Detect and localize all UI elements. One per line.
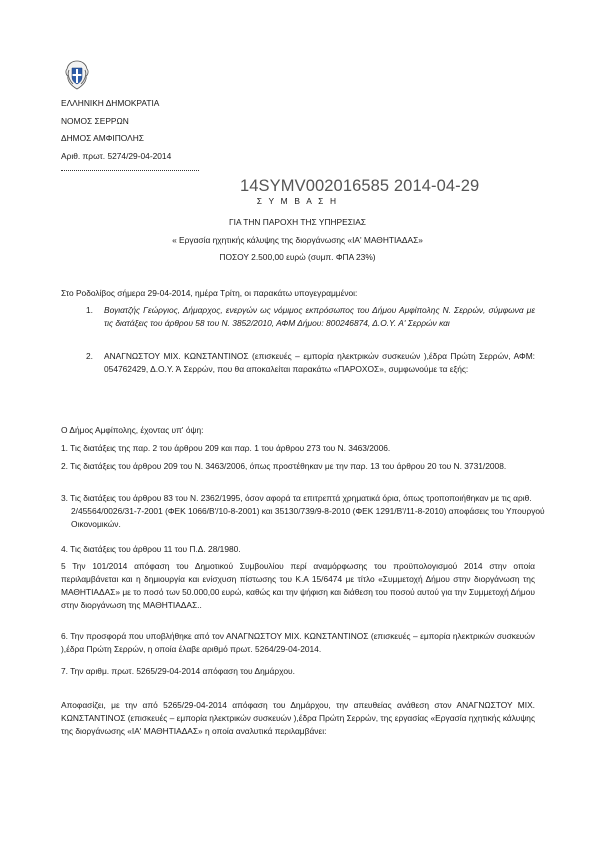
list-item: 4. Τις διατάξεις του άρθρου 11 του Π.Δ. 28/1980.	[61, 544, 241, 554]
header-prefecture: ΝΟΜΟΣ ΣΕΡΡΩΝ	[61, 116, 129, 126]
title-line-2: « Εργασία ηχητικής κάλυψης της διοργάνωσης «ΙΑ' ΜΑΘΗΤΙΑΔΑΣ»	[172, 235, 423, 245]
greek-emblem-icon	[64, 60, 90, 90]
list-item: 2. Τις διατάξεις του άρθρου 209 του Ν. 3463/2006, όπως προστέθηκαν με την παρ. 13 του άρθρου 20 του Ν. 3731/2008.	[61, 461, 507, 471]
list-item: 5 Την 101/2014 απόφαση του Δημοτικού Συμβουλίου περί αναμόρφωσης του προϋπολογισμού 2014 στην οποία περιλαμβάνεται και η δημιουργία και ενίσχυση πίστωσης του Κ.Α 15/6474 με τίτλο «Συμμετοχή Δήμου στην διοργάνωση της ΜΑΘΗΤΙΑΔΑΣ» με το ποσό των 50.000,00 ευρώ, καθώς και την ψήφιση και διάθεση του ποσού αυτού για την Συμμετοχή Δήμου στην διοργάνωση της ΜΑΘΗΤΙΑΔΑΣ..	[61, 561, 535, 610]
list-item: 6. Την προσφορά που υποβλήθηκε από τον ΑΝΑΓΝΩΣΤΟΥ ΜΙΧ. ΚΩΝΣΤΑΝΤΙΝΟΣ (επισκευές – εμπορία ηλεκτρικών συσκευών ),έδρα Πρώτη Σερρών, η οποία έλαβε αριθμό πρωτ. 5264/29-04-2014.	[61, 631, 535, 654]
party-2-text: ΑΝΑΓΝΩΣΤΟΥ ΜΙΧ. ΚΩΝΣΤΑΝΤΙΝΟΣ (επισκευές – εμπορία ηλεκτρικών συσκευών ),έδρα Πρώτη Σερρών, ΑΦΜ: 054762429, Δ.Ο.Υ. Ά Σερρών, που θα αποκαλείται παρακάτω «ΠΑΡΟΧΟΣ», συμφωνούμε τα εξής:	[104, 351, 535, 374]
title-line-3: ΠΟΣΟΥ 2.500,00 ευρώ (συμπ. ΦΠΑ 23%)	[219, 252, 376, 262]
list-item: 3. Τις διατάξεις του άρθρου 83 του Ν. 2362/1995, όσον αφορά τα επιτρεπτά χρηματικά όρια, όπως τροποποιήθηκαν με τις αριθ. 2/45564/0026/31-7-2001 (ΦΕΚ 1066/Β'/10-8-2001) και 35130/739/9-8-2010 (ΦΕΚ 1291/Β'/11-8-2010) αποφάσεις του Υπουργού Οικονομικών.	[61, 493, 545, 529]
list-item: 7. Την αριθμ. πρωτ. 5265/29-04-2014 απόφαση του Δημάρχου.	[61, 666, 295, 676]
intro-paragraph: Στο Ροδολίβος σήμερα 29-04-2014, ημέρα Τρίτη, οι παρακάτω υπογεγραμμένοι:	[61, 288, 358, 298]
title-line-1: ΓΙΑ ΤΗΝ ΠΑΡΟΧΗ ΤΗΣ ΥΠΗΡΕΣΙΑΣ	[229, 217, 366, 227]
header-country: ΕΛΛΗΝΙΚΗ ΔΗΜΟΚΡΑΤΙΑ	[61, 98, 160, 108]
title-contract: Σ Υ Μ Β Α Σ Η	[256, 196, 339, 206]
dotted-divider	[61, 170, 199, 171]
header-protocol-number: Αριθ. πρωτ. 5274/29-04-2014	[61, 151, 172, 161]
party-1-text: Βογιατζής Γεώργιος, Δήμαρχος, ενεργών ως νόμιμος εκπρόσωπος του Δήμου Αμφίπολης Ν. Σερρών, σύμφωνα με τις διατάξεις του άρθρου 58 του Ν. 3852/2010, ΑΦΜ Δήμου: 800246874, Δ.Ο.Υ. Α' Σερρών και	[104, 305, 535, 328]
header-municipality: ΔΗΜΟΣ ΑΜΦΙΠΟΛΗΣ	[61, 133, 144, 143]
party-1-number: 1.	[86, 305, 93, 315]
list-item: 1. Τις διατάξεις της παρ. 2 του άρθρου 209 και παρ. 1 του άρθρου 273 του Ν. 3463/2006.	[61, 443, 391, 453]
considering-heading: Ο Δήμος Αμφίπολης, έχοντας υπ' όψη:	[61, 425, 204, 435]
ada-code: 14SYMV002016585 2014-04-29	[240, 177, 480, 195]
decision-paragraph: Αποφασίζει, με την από 5265/29-04-2014 απόφαση του Δημάρχου, την απευθείας ανάθεση στον ΑΝΑΓΝΩΣΤΟΥ ΜΙΧ. ΚΩΝΣΤΑΝΤΙΝΟΣ (επισκευές – εμπορία ηλεκτρικών συσκευών ),έδρα Πρώτη Σερρών, της εργασίας «Εργασία ηχητικής κάλυψης της διοργάνωσης «ΙΑ' ΜΑΘΗΤΙΑΔΑΣ» η οποία αναλυτικά περιλαμβάνει:	[61, 700, 535, 736]
party-2-number: 2.	[86, 351, 93, 361]
